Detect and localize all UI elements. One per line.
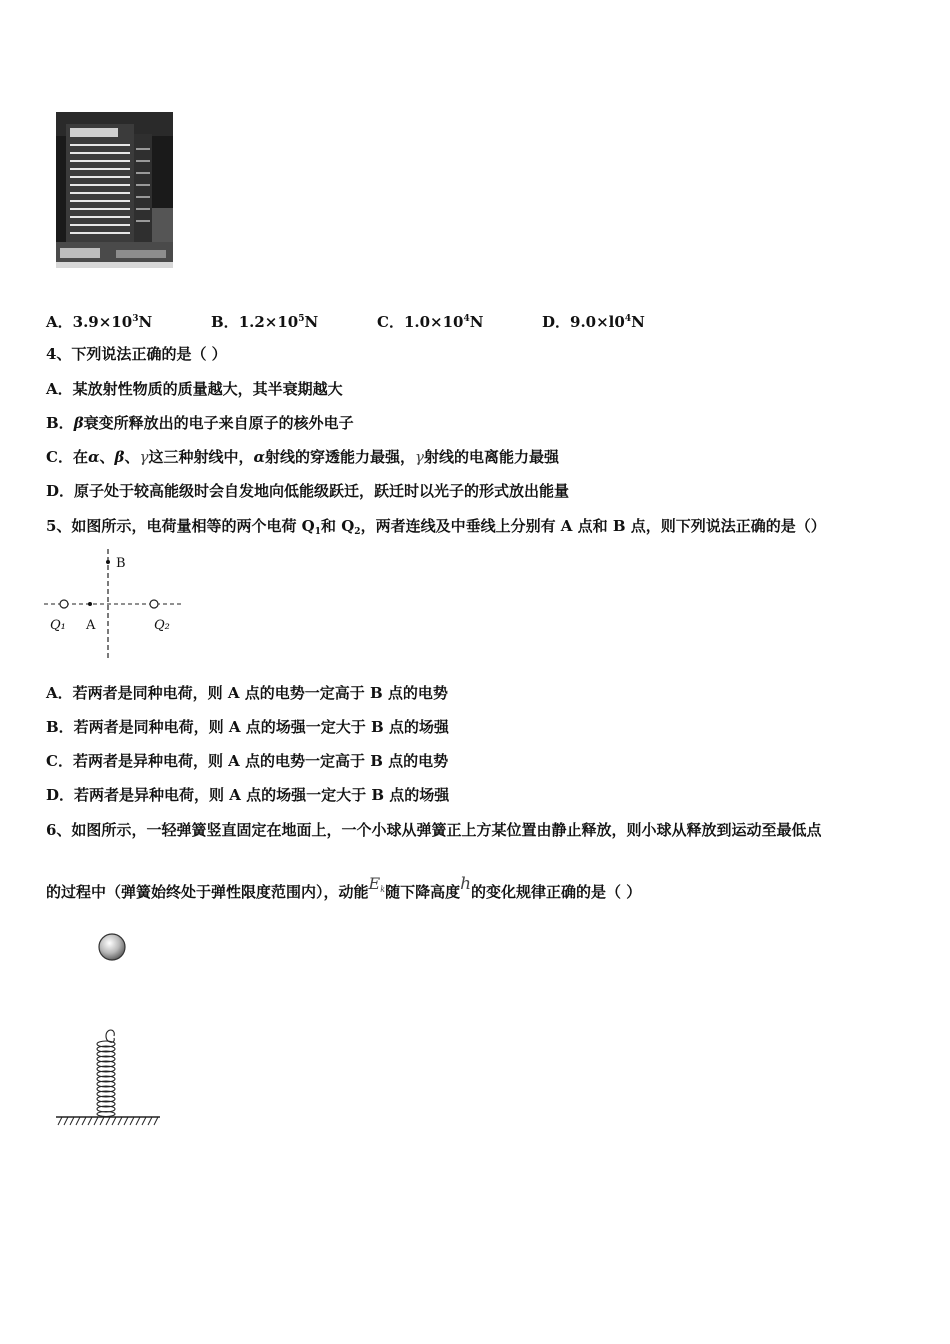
q5-option-d: D．若两者是异种电荷，则 A 点的场强一定大于 B 点的场强 (46, 786, 450, 804)
q3-option-a: A．$3.9\times 10^3N$ (46, 313, 153, 331)
charge-q2 (150, 600, 158, 608)
label-b: B (116, 556, 126, 571)
q5-option-c: C．若两者是异种电荷，则 A 点的电势一定高于 B 点的电势 (46, 752, 449, 770)
building-photo (56, 112, 173, 268)
q6-stem-line2: 的过程中（弹簧始终处于弹性限度范围内），动能$E_k$随下降高度h的变化规律正确的是（ ） (46, 874, 642, 901)
q6-stem-line1: 6、如图所示，一轻弹簧竖直固定在地面上，一个小球从弹簧正上方某位置由静止释放，则小球从释放到运动至最低点 (46, 821, 822, 839)
q4-option-c: C．在α、β、γ这三种射线中，α射线的穿透能力最强，γ射线的电离能力最强 (46, 448, 560, 466)
ground-hatch (58, 1117, 158, 1125)
q5-option-a: A．若两者是同种电荷，则 A 点的电势一定高于 B 点的电势 (46, 684, 448, 702)
q4-option-d: D．原子处于较高能级时会自发地向低能级跃迁，跃迁时以光子的形式放出能量 (46, 482, 570, 500)
label-q1: Q₁ (50, 618, 66, 633)
charges-diagram (44, 547, 184, 663)
ball (99, 934, 125, 960)
q5-stem: 5、如图所示，电荷量相等的两个电荷 $Q_1$和 $Q_2$，两者连线及中垂线上分别有 A 点和 B 点，则下列说法正确的是（） (46, 517, 826, 537)
spring (97, 1030, 115, 1117)
q3-option-c: C．$1.0\times 10^4N$ (377, 313, 484, 331)
q4-option-a: A．某放射性物质的质量越大，其半衰期越大 (46, 380, 343, 398)
label-q2: Q₂ (154, 618, 170, 633)
q4-option-b: B．β衰变所释放出的电子来自原子的核外电子 (46, 414, 354, 432)
q3-option-b: B．$1.2\times 10^5N$ (211, 313, 319, 331)
ball-spring-diagram (54, 928, 164, 1128)
q4-stem: 4、下列说法正确的是（ ） (46, 345, 227, 363)
label-a: A (86, 618, 96, 633)
q5-option-b: B．若两者是同种电荷，则 A 点的场强一定大于 B 点的场强 (46, 718, 449, 736)
q3-option-d: D．$9.0\times l0^4N$ (542, 313, 645, 331)
charge-q1 (60, 600, 68, 608)
point-a-dot (88, 602, 92, 606)
point-b-dot (106, 560, 110, 564)
